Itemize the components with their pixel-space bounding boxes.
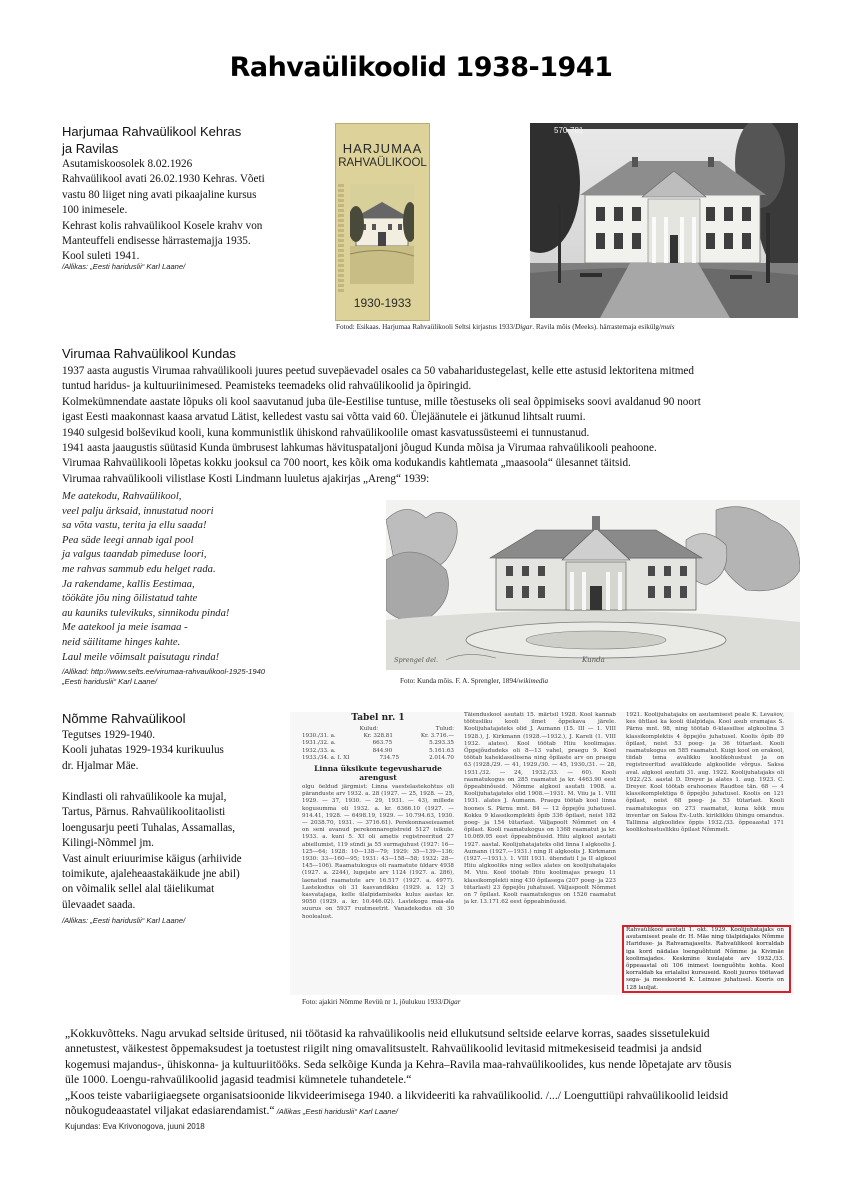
caption-italic: muis	[661, 323, 675, 331]
poem-line: Laul meile võimsalt paisutagu rinda!	[62, 651, 220, 663]
cover-line-1: HARJUMAA	[342, 141, 423, 156]
clipping-highlight-text: Rahvaülikool asutati 1. okt. 1929. Koolijuhatajaks on asutamisest peale dr. H. Mäe ning ülalpidajaks Nõmme Hariduse- ja Rahvamajaselts. Rahvaülikool korraldab iga kord nädalas loenguõhtuid Nõmme ja Kivimäe koolimajades. Keskmine kuulajate arv 1932./33. õppeaastal oli 106 inimest loenguõhtu kohta. Kool korraldab ka erialalisi kursuseid. Kooli juures töötavad sega- ja meeskoorid K. Leinuse juhatusel. Kooris on 128 lauljat.	[626, 927, 784, 991]
text-line: Vast ainult eriuurimise käigus (arhiivide	[62, 852, 242, 865]
text-line: on võimalik sellel alal täielikumat	[62, 883, 215, 896]
harjumaa-heading-line: ja Ravilas	[62, 141, 119, 156]
nomme-heading: Nõmme Rahvaülikool	[62, 711, 186, 726]
caption-text: . Ravila mõis (Meeks). härrastemaja esikülg/	[532, 323, 662, 331]
cell: 1931./32. a.	[302, 740, 336, 747]
virumaa-source	[62, 667, 265, 687]
text-line: 100 inimesele.	[62, 204, 128, 217]
page-title: Rahvaülikoolid 1938-1941	[229, 52, 613, 83]
virumaa-heading: Virumaa Rahvaülikool Kundas	[62, 346, 236, 361]
virumaa-text	[62, 364, 822, 487]
text-line: Kehrast kolis rahvaülikool Kosele krahv von	[62, 219, 263, 232]
poem-line: neid säilitame hinges kahte.	[62, 636, 181, 648]
text-line: Tegutses 1929-1940.	[62, 729, 156, 741]
cell: 5.293.35	[429, 740, 454, 747]
cover-line-2: RAHVAÜLIKOOL	[338, 157, 427, 169]
harjumaa-heading-line: Harjumaa Rahvaülikool Kehras	[62, 124, 242, 139]
text-line: Kool suleti 1941.	[62, 250, 140, 263]
text-line: toimikute, ajaleheaastakäikude jne abil)	[62, 868, 240, 881]
harjumaa-heading	[62, 123, 241, 157]
quote-line: „Koos teiste vabariigiaegsete organisatsioonide likvideerimisega 1940. a likvideeriti ka rahvaülikoolid. /.../ Loenguttiüpi rahvaülikoolid leidsid	[65, 1088, 729, 1102]
kunda-manor-illustration	[386, 500, 800, 670]
caption-text: Foto: Kunda mõis. F. A. Sprengler, 1894/	[400, 677, 519, 685]
text-line: 1941 aasta jaaugustis süütasid Kunda ümbrusest lahkumas hävituspataljoni jõugud Kunda mõisa ja Virumaa rahvaülikooli peahoone.	[62, 442, 657, 455]
text-line: Manteuffeli endisesse härrastemajja 1935.	[62, 235, 251, 248]
clipping-table-header	[302, 726, 454, 733]
clipping-col-tulud: Tulud:	[435, 726, 454, 732]
clipping-table-row	[302, 733, 454, 740]
harjumaa-source: /Allikas: „Eesti hariduslii“ Karl Laane/	[62, 262, 186, 271]
poem-line: Ja rakendame, kallis Eestimaa,	[62, 578, 195, 590]
caption-italic: Digar	[443, 998, 461, 1006]
nomme-text-2	[62, 790, 242, 913]
compiler-credit: Kujundas: Eva Krivonogova, juuni 2018	[65, 1122, 205, 1131]
caption-text: Foto: ajakiri Nõmme Revüü nr 1, jõulukuu 1933/	[302, 998, 444, 1006]
quote-line	[65, 1103, 795, 1118]
closing-source: /Allikas „Eesti hariduslii“ Karl Laane/	[274, 1107, 398, 1117]
text-line: Virumaa rahvaülikooli vilistlase Kosti Lindmann luuletus ajakirjas „Areng“ 1939:	[62, 472, 430, 485]
cell: 663.75	[372, 740, 393, 747]
harjumaa-text	[62, 157, 265, 265]
text-line: igast Eesti maakonnast kaasa arvatud Lätist, kelledest vastu sai võtta vaid 60. Ülejäänutele ei jätkunud lihtsalt ruumi.	[62, 411, 586, 424]
caption-text: Fotod: Esikaas. Harjumaa Rahvaülikooli Seltsi kirjastus 1933/	[336, 323, 516, 331]
poem-line: Me aatekodu, Rahvaülikool,	[62, 491, 182, 502]
harjumaa-photo-caption	[336, 323, 675, 331]
cell: 5.161.63	[429, 747, 454, 754]
drawing-signature: Sprengel del.	[394, 656, 439, 664]
cell: 2.014.70	[429, 754, 454, 761]
clipping-column-1	[302, 712, 454, 995]
poem-line: veel palju ärksaid, innustatud noori	[62, 505, 214, 517]
ravila-manor-photo	[530, 123, 798, 318]
clipping-table-title: Tabel nr. 1	[351, 713, 405, 723]
clipping-text: Täienduskool asutati 15. märtsil 1928. Kool kannab töötusliku kooli ilmet õppekava järele. Koolijuhatajateks olid J. Aumann (15. III — 1. VIII 1928.), J. Kirkmann (1928.—1932.), J. Kareli (1. VIII 1932. alates). Kool töötab Hiiu koolimajas. Õppejõududeks oli 8—13 vahel, praegu 9. Kool töötab kaheklassilisena ning õpilaste arv on praegu 63 (1928./29. — 41, 1929./30. — 45, 1930./31. — 28, 1931./32. — 24, 1932./33. — 60). Kooli raamatukogus on 285 raamatut ja kr. 4463.90 eest õppeabinõusid. Nõmme algkool asutati 1908. a. Koolijuhatajateks olid 1908.—1931. M. Viiu ja 1. VIII 1931. alates J. Aumann. Praegu töötab kool linna hoones S. Pärnu mnt. 84 — 12 õppejõu juhatusel. Kokku 9 klassikomplekti õpib 336 õpilast, neist 182 poeg- ja 154 tütarlast. Väljapoolt Nõmmet on 4 õpilast. Kooli raamatukogus on 1368 raamatut ja kr. 10.069.95 eest õppeabinõusid. Hiiu algkool asutati 1927. aastal. Koolijuhatajateks olid linna I algkoolis J. Aumann (1927.—1931.) ning II algkoolis J. Kirkmann (1927.—1931.). 1. VIII 1931. ühendati I ja II algkool Hiiu algkooliks ning selles alates on koolijuhatajaks M. Viiu. Kool töötab Hiiu koolimajas praegu 11 klassikomplekti ning 430 õpilasega (207 poeg- ja 223 tütarlast) 23 õppejõu juhatusel. Väljaspoolt Nõmmet on 7 õpilast. Kooli raamatukogus on 1526 raamatut ja kr. 13.171.62 eest õppeabinõusid.	[464, 712, 616, 906]
poem-line: au kauniks tulevikuks, sinnikodu pinda!	[62, 607, 230, 619]
text-line: 1940 sulgesid bolševikud kooli, kuna kommunistlik ühiskond rahvaülikoolile omast kasvatussüsteemi ei tunnustanud.	[62, 426, 590, 439]
kunda-manor-drawing	[386, 500, 800, 670]
nomme-source: /Allikas: „Eesti hariduslii“ Karl Laane/	[62, 916, 186, 925]
archive-number: 570-781	[554, 126, 584, 135]
clipping-table-row	[302, 740, 454, 747]
quote-line: üle 1000. Loengu-rahvaülikoolid jagasid teadmisi kümnetele tuhandetele.“	[65, 1073, 412, 1087]
clipping-subhead: Linna üksikute tegevusharude arengust	[314, 764, 442, 783]
ravila-manor-illustration	[530, 123, 798, 318]
cell: 1933./34. a. I. XI	[302, 754, 350, 761]
kunda-caption	[400, 677, 548, 685]
poem-line: Me aatekool ja meie isamaa -	[62, 622, 188, 634]
source-line: /Allikad: http://www.selts.ee/virumaa-rahvaulikool-1925-1940	[62, 667, 266, 676]
poem-line: Pea säde leegi annab igal pool	[62, 534, 194, 546]
text-line: Kolmekümnendate aastate lõpuks oli kool saavutanud juba üle-Eestilise tuntuse, mille tõestuseks oli seal õppimiseks soovi avaldanud 90 noort	[62, 395, 701, 408]
cell: 1930./31. a.	[302, 733, 336, 740]
text-line: tuntud haridus- ja kultuuriinimesed. Peamisteks teemadeks olid rahvaülikoolid ja õpiringid.	[62, 380, 472, 393]
caption-italic: wikimedia	[518, 677, 549, 685]
text-line: Rahvaülikool avati 26.02.1930 Kehras. Võeti	[62, 173, 265, 186]
poem	[62, 490, 229, 665]
quote-line: kogemusi majandus-, ühiskonna- ja kultuuriitööks. Seda selkõige Kunda ja Kehra–Ravila maa-rahvaülikoolides, kus nende lõpetajate arv tõusis	[65, 1057, 732, 1071]
text-line: Virumaa Rahvaülikooli lõpetas kokku jooksul ca 700 noort, kes kõik oma kodukandis kahtlemata „maasoola“ ülesannet täitsid.	[62, 457, 631, 470]
text-line: Kindlasti oli rahvaülikoole ka mujal,	[62, 791, 227, 803]
clipping-column-2	[464, 712, 616, 995]
cell: 844.90	[372, 747, 393, 754]
cell: Kr. 328.81	[363, 733, 393, 740]
cell: 1932./33. a.	[302, 747, 336, 754]
text-line: Kooli juhatas 1929-1934 kurikuulus	[62, 744, 224, 757]
text-line: ülevaadet saada.	[62, 898, 136, 911]
nomme-caption	[302, 998, 461, 1006]
drawing-title: Kunda	[582, 656, 605, 664]
source-line: „Eesti hariduslii“ Karl Laane/	[62, 677, 157, 686]
harjumaa-book-cover	[335, 123, 430, 321]
clipping-text: olgu öeldud järgmist: Linna vaestelastekohtus oli päranduste arv 1932. a. 28 (1927. — 25, 1928. — 25, 1929. — 37, 1930. — 29, 1931. — 43), millede kogusumma oli 1932. a. kr. 6366.10 (1927. — 914.41, 1928. — 6498.19, 1929. — 10.794.63, 1930. — 2038.70, 1931. — 3716.61). Perekonnaseisuamet on seni avanud perekonnaregistreid 5127 isikule. 1933. a. kuni 5. XI oli ametis registreeritud 27 abiellumist, 119 sündi ja 55 surmajuhust (1927: 16—125—64; 1928: 10—138—79; 1929: 35—139—136; 1930: 33—160—95; 1931: 43—158—58; 1932: 28—145—106). Raamatukogus oli raamatute üldarv 4938 (1927. a. 2244), lugejate arv 1124 (1927. a. 286), laenatud raamatute arv 16.517 (1927. a. 4977). Lastekodus oli 31 kasvandikku (1929. a. 12) 3 kasvatajaga, kelle ülalpidamiseks kulus aastas kr. 9050 (1929. a. kr. 10.446.02). Lastekogu maa-ala suurus on 5937 ruutmeetrit. Vanadekodus oli 30 hoolealust.	[302, 784, 454, 920]
text-line: Kilingi-Nõmmel jm.	[62, 837, 154, 850]
text-line: dr. Hjalmar Mäe.	[62, 759, 139, 772]
text-line: Tartus, Pärnus. Rahvaülikoolitaolisti	[62, 806, 226, 819]
cover-side-stripe	[338, 184, 344, 294]
highlight-box	[622, 925, 791, 993]
text-line: 1937 aasta augustis Virumaa rahvaülikooli juures peetud suvepäevadel osales ca 50 vabaharidustegelast, kelle ette astusid lektoritena mitmed	[62, 365, 694, 377]
clipping-table-row	[302, 755, 454, 762]
text-line: vastu 80 liiget ning avati pikaajaline kursus	[62, 188, 257, 201]
quote-line: annetustest, väikestest õppemaksudest ja toetustest riigilt ning omavalitsustelt. Rahvaülikoolid levitasid mitmekesiseid teadmisi ja andsid	[65, 1042, 702, 1056]
cover-years: 1930-1933	[353, 296, 412, 310]
poem-line: sa võta vastu, terita ja ellu saada!	[62, 520, 207, 532]
poem-line: töökäte jõu ning õilistatud tahte	[62, 593, 198, 605]
clipping-table-row	[302, 748, 454, 755]
poem-line: me rahvas sammub edu helget rada.	[62, 563, 216, 575]
nomme-text-1	[62, 728, 224, 774]
cell: Kr. 3.716.—	[420, 733, 454, 740]
clipping-col-kulud: Kulud:	[359, 726, 379, 732]
text-line: loengusarju peeti Tuhalas, Assamallas,	[62, 821, 236, 834]
poem-line: ja valgus taandab pimeduse loori,	[62, 549, 207, 561]
clipping-text: 1921. Koolijuhatajaks on asutamisest peale K. Levašov, kes ühtlasi ka kooli ülalpidaja. Kool asub eramajas S. Pärnu mnt. 98, ning töötab 6-klassilise algkoolina 3 klassikomplektis 4 õppejõu juhatusel. Koolis õpib 89 õpilast, neist 53 poeg- ja 36 tütarlast. Kooli raamatukogus on 585 raamatut. Kuigi kool on erakool, tiidab tema avalikku koolikohustust ja on registreeritud avalikkude algkoolide võrgus. Saksa aval. algkool asutati 31. aug. 1922. Koolijuhatajaks oli 1922./23. aastal D. Dreyer ja alates 1. aug. 1923. C. Dreyer. Kool töötab erahoones Raudtee tän. 68 — 4 klassikomplektiga 6 õppejõu juhatusel. Koolis on 121 õpilast, neist 68 poeg- ja 53 tütarlast. Kooli raamatukogus on 273 raamatut, kuna kõik muu inventar on Saksa Ev.-Luth. kiriklikku ühingu omandus. Tallinna algkoolides õppis 1932./33. õppeaastal 171 koolikohustuslikku õpilast Nõmmelt.	[626, 712, 784, 834]
cover-house-illustration	[350, 184, 414, 284]
text-line: Asutamiskoosolek 8.02.1926	[62, 158, 193, 170]
caption-italic: Digar	[515, 323, 533, 331]
quote-last-line: nõukogudeaastatel viljakat edasiarendamist.“	[65, 1104, 275, 1118]
quote-line: „Kokkuvõtteks. Nagu arvukad seltside üritused, nii töötasid ka rahvaülikoolis neid ellukutsund seltside eelarve korras, saades sissetulekuid	[65, 1027, 710, 1040]
closing-quote	[65, 1026, 795, 1118]
cell: 734.75	[379, 754, 400, 761]
